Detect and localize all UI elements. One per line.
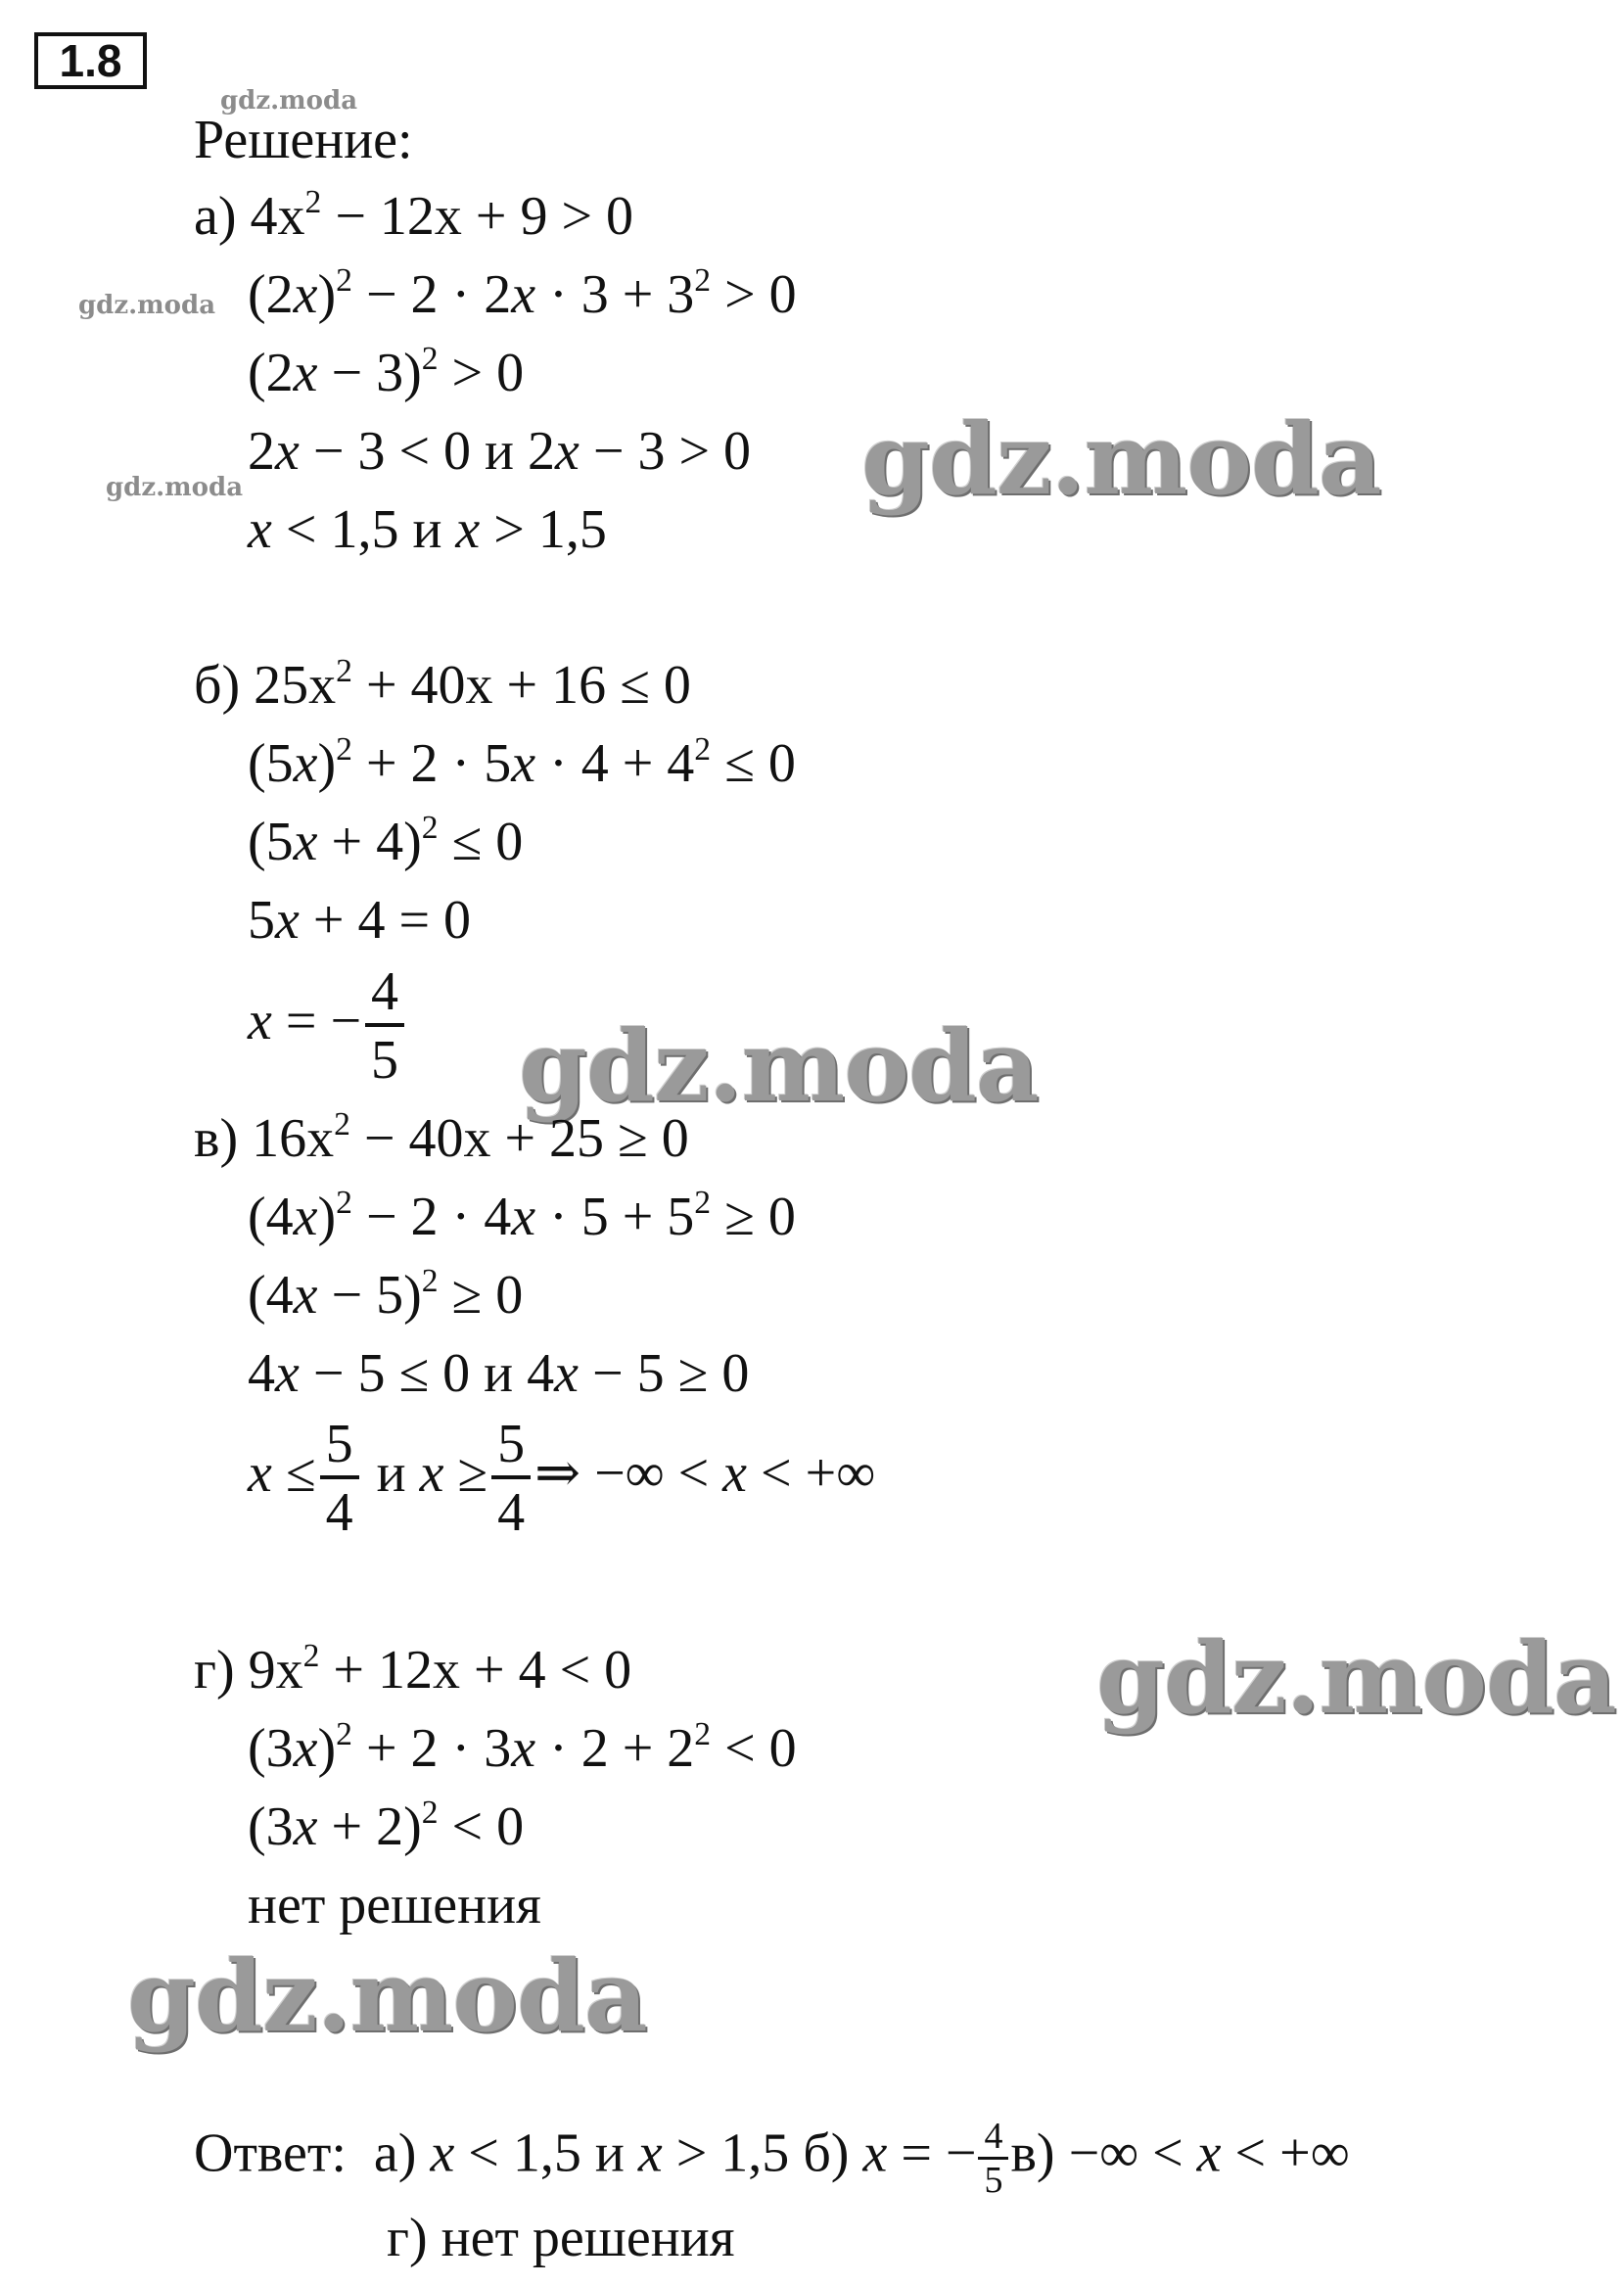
part-b-equation: б) $25x^2 + 40x + 16 \le 0$ [194,653,691,716]
part-g-label: г) [194,1640,235,1701]
watermark-small-3: gdz.moda [106,473,244,502]
watermark-small-2: gdz.moda [78,291,216,320]
solution-heading: Решение: [194,110,413,170]
watermark-small-1: gdz.moda [220,86,358,116]
part-a-step-3: 2x − 3 < 0 и 2x − 3 > 0 [248,421,752,482]
fraction: $\frac{4}{5}$ [978,2118,1008,2199]
watermark-large-4: gdz.moda [127,1938,647,2054]
part-a-label: а) [194,186,237,247]
watermark-large-2: gdz.moda [519,1008,1039,1124]
part-v-step-4: x ≤ $\frac{5}{4}$ и x ≥ $\frac{5}{4}$ ⇒ −∞ < x < +∞ [248,1414,876,1543]
answer-line-2: г) нет решения [387,2208,735,2268]
part-b-step-3: 5x + 4 = 0 [248,890,472,951]
problem-number: 1.8 [34,32,147,89]
answer-label: Ответ: [194,2122,347,2184]
fraction: $\frac{4}{5}$ [365,964,404,1088]
watermark-large-1: gdz.moda [861,401,1381,517]
answer-line: Ответ: а) x < 1,5 и x > 1,5 б) x = − $\frac{4}{5}$ в) −∞ < x < +∞ [194,2116,1350,2201]
part-b-step-4: x = − $\frac{4}{5}$ [248,964,408,1088]
part-g-equation: г) $9x^2 + 12x + 4 < 0$ [194,1638,632,1701]
part-v-step-2: $(4x - 5)^2 \ge 0$ [248,1263,524,1326]
part-v-step-3: 4x − 5 ≤ 0 и 4x − 5 ≥ 0 [248,1343,750,1404]
part-g-step-3: нет решения [248,1875,541,1935]
part-a-step-4: x < 1,5 и x > 1,5 [248,499,607,560]
watermark-large-3: gdz.moda [1096,1620,1616,1736]
part-v-equation: в) $16x^2 - 40x + 25 \ge 0$ [194,1106,689,1169]
part-b-step-1: $(5x)^2 + 2 \cdot 5x \cdot 4 + 4^2 \le 0$ [248,731,796,794]
part-g-step-2: $(3x + 2)^2 < 0$ [248,1795,525,1857]
part-b-step-2: $(5x + 4)^2 \le 0$ [248,810,524,872]
part-v-step-1: $(4x)^2 - 2 \cdot 4x \cdot 5 + 5^2 \ge 0$ [248,1185,796,1247]
part-g-step-1: $(3x)^2 + 2 \cdot 3x \cdot 2 + 2^2 < 0$ [248,1716,797,1779]
part-a-step-2: $(2x - 3)^2 > 0$ [248,341,525,403]
fraction: $\frac{5}{4}$ [491,1417,531,1540]
part-v-label: в) [194,1108,239,1169]
part-a-step-1: $(2x)^2 - 2 \cdot 2x \cdot 3 + 3^2 > 0$ [248,262,797,325]
fraction: $\frac{5}{4}$ [320,1417,359,1540]
part-b-label: б) [194,655,241,716]
part-a-equation: а) $4x^2 - 12x + 9 > 0$ [194,184,634,247]
